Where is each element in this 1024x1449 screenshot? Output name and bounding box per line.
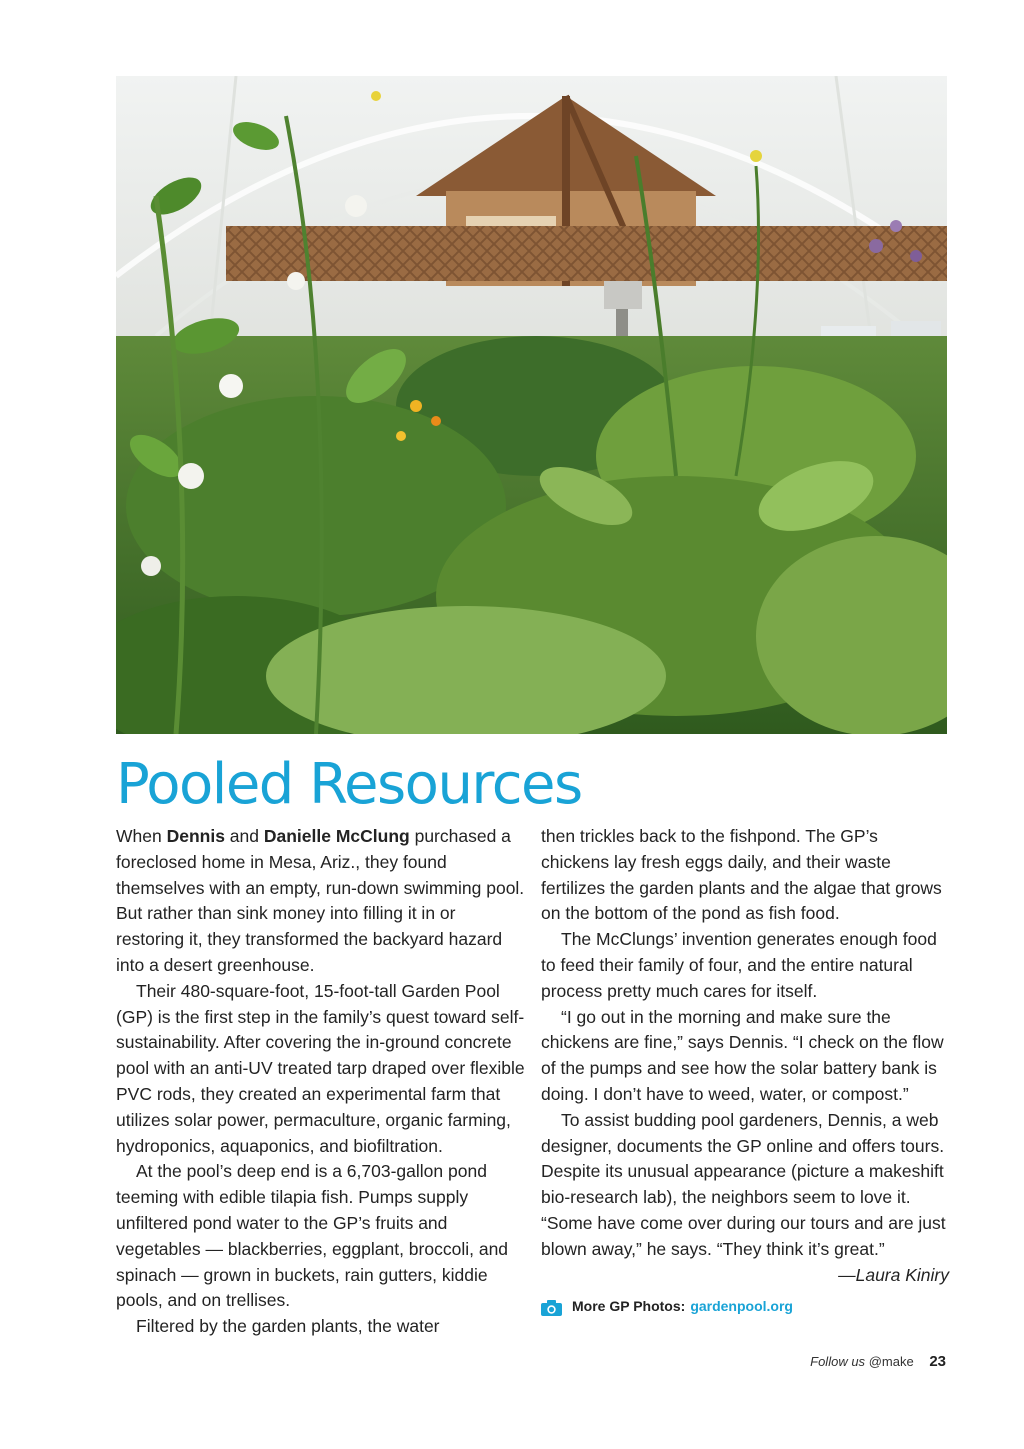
author-signature: —Laura Kiniry bbox=[838, 1264, 949, 1285]
more-photos-label: More GP Photos: bbox=[572, 1298, 686, 1315]
name-dennis: Dennis bbox=[166, 826, 225, 846]
text-run: and bbox=[224, 826, 264, 846]
greenhouse-garden-image bbox=[116, 76, 947, 734]
paragraph: To assist budding pool gardeners, Dennis, a web designer, documents the GP online and offers tours. Despite its unusual appearance (picture a makeshift bio-research lab), the neighbors seem to love it. “Some have come over during our tours and are just blown away,” he says. “They think it’s great.” bbox=[541, 1109, 946, 1259]
gardenpool-link[interactable]: gardenpool.org bbox=[690, 1298, 793, 1315]
paragraph: Filtered by the garden plants, the water bbox=[136, 1316, 440, 1337]
paragraph bbox=[116, 824, 526, 979]
paragraph: At the pool’s deep end is a 6,703-gallon pond teeming with edible tilapia fish. Pumps supply unfiltered pond water to the GP’s fruits and vegetables — blackberries, eggplant, broccoli, and spinach — grown in buckets, rain gutters, kiddie pools, and on trellises. bbox=[116, 1161, 509, 1311]
text-run: When bbox=[116, 826, 167, 846]
paragraph: The McClungs’ invention generates enough food to feed their family of four, and the entire natural process pretty much cares for itself. bbox=[541, 929, 937, 1001]
follow-us-label: Follow us bbox=[810, 1354, 866, 1369]
article-title: Pooled Resources bbox=[116, 752, 582, 817]
camera-icon bbox=[541, 1299, 562, 1315]
page-footer bbox=[810, 1353, 946, 1370]
text-run: purchased a foreclosed home in Mesa, Ariz., they found themselves with an empty, run-down swimming pool. But rather than sink money into filling it in or restoring it, they transformed the backyard hazard into a desert greenhouse. bbox=[116, 826, 525, 975]
greenhouse-photo bbox=[116, 76, 947, 734]
article-column-left bbox=[116, 824, 526, 1340]
page-number: 23 bbox=[929, 1353, 946, 1370]
name-danielle-mcclung: Danielle McClung bbox=[263, 826, 410, 846]
article-column-right bbox=[541, 824, 949, 1320]
more-photos bbox=[541, 1294, 949, 1320]
paragraph: “I go out in the morning and make sure the chickens are fine,” says Dennis. “I check on the flow of the pumps and see how the solar battery bank is doing. I don’t have to weed, water, or compost.” bbox=[541, 1006, 944, 1104]
paragraph: then trickles back to the fishpond. The GP’s chickens lay fresh eggs daily, and their waste fertilizes the garden plants and the algae that grows on the bottom of the pond as fish food. bbox=[541, 826, 942, 924]
paragraph: Their 480-square-foot, 15-foot-tall Garden Pool (GP) is the first step in the family’s quest toward self-sustainability. After covering the in-ground concrete pool with an anti-UV treated tarp draped over flexible PVC rods, they created an experimental farm that utilizes solar power, permaculture, organic farming, hydroponics, aquaponics, and biofiltration. bbox=[116, 980, 525, 1156]
twitter-handle[interactable]: @make bbox=[868, 1354, 914, 1369]
